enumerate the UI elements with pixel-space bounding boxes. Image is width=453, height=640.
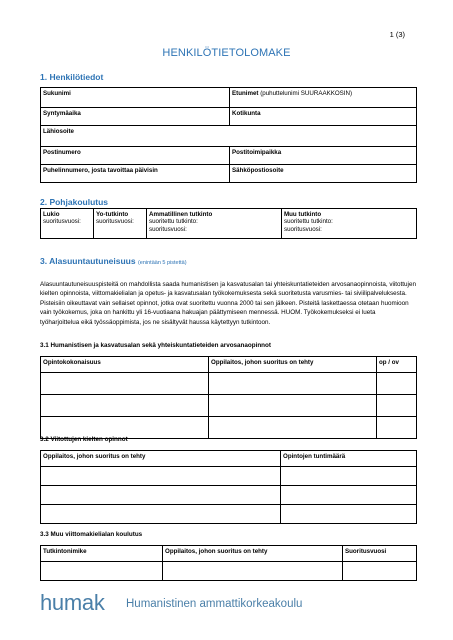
studies-table [40,356,417,439]
table-cell[interactable] [377,395,417,417]
table-row [41,467,417,486]
table-cell[interactable] [41,486,281,505]
table-cell[interactable] [41,395,209,417]
postal-code-field[interactable]: Postinumero [41,147,230,165]
sub31-heading: 3.1 Humanistisen ja kasvatusalan sekä yhteiskuntatieteiden arvosanaopinnot [40,342,271,349]
section3-heading-note: (enintään 5 pistettä) [137,260,187,266]
table-row [41,373,417,395]
humak-logo: humak [40,590,105,615]
street-address-field[interactable]: Lähiosoite [41,126,417,147]
page-number: 1 (3) [389,30,405,39]
sign-language-table [40,450,417,524]
sub33-heading: 3.3 Muu viittomakielialan koulutus [40,531,143,538]
col-credits: op / ov [377,357,417,373]
phone-field[interactable]: Puhelinnumero, josta tavoittaa päivisin [41,165,230,183]
table-cell[interactable] [281,505,417,524]
birthdate-field[interactable]: Syntymäaika [41,108,230,126]
education-table [40,208,417,239]
table-cell[interactable] [41,505,281,524]
col-institution: Oppilaitos, johon suoritus on tehty [163,546,343,562]
table-row [41,486,417,505]
col-completion-year: Suoritusvuosi [343,546,417,562]
table-cell[interactable] [377,373,417,395]
table-row [41,562,417,581]
table-cell[interactable] [281,467,417,486]
email-field[interactable]: Sähköpostiosoite [230,165,417,183]
table-cell[interactable] [343,562,417,581]
table-cell[interactable] [209,417,377,439]
personal-info-table [40,87,417,183]
section3-heading: 3. Alasuuntautuneisuus (enintään 5 pistettä) [40,256,187,266]
col-study-module: Opintokokonaisuus [41,357,209,373]
table-row [41,505,417,524]
other-training-table [40,545,417,581]
section3-paragraph: Alasuuntautuneisuuspisteitä on mahdollista saada humanistisen ja kasvatusalan tai yhteiskuntatieteiden arvosanaopinnoista, viitottujen kielten opinnoista, viittomakielialan ja opetus- ja kasvatusalan työkokemuksesta sekä suoritetusta varusmies- tai siviilipalveluksesta. Pisteisiin oikeuttavat vain sellaiset opinnot, jotka ovat suoritettu vuonna 2000 tai sen jälkeen. Pisteitä laskettaessa otetaan huomioon vain työkokemus, joka on hankittu yli 16-vuotiaana hakuajan päättymiseen mennessä. HUOM. Työkokemukseksi ei lueta työharjoittelua eikä työssäoppimista, jos ne sisältyvät haussa käytettyyn tutkintoon. [40,281,416,326]
vocational-degree-cell[interactable]: Ammatillinen tutkinto suoritettu tutkinto: suoritusvuosi: [147,209,282,239]
table-cell[interactable] [377,417,417,439]
col-institution: Oppilaitos, johon suoritus on tehty [41,451,281,467]
table-cell[interactable] [163,562,343,581]
other-degree-cell[interactable]: Muu tutkinto suoritettu tutkinto: suoritusvuosi: [282,209,417,239]
table-cell[interactable] [209,373,377,395]
municipality-field[interactable]: Kotikunta [230,108,417,126]
surname-field[interactable]: Sukunimi [41,88,230,108]
first-names-field[interactable]: Etunimet (puhuttelunimi SUURAAKKOSIN) [230,88,417,108]
section1-heading: 1. Henkilötiedot [40,72,104,82]
col-degree-title: Tutkintonimike [41,546,163,562]
table-cell[interactable] [281,486,417,505]
section2-heading: 2. Pohjakoulutus [40,197,109,207]
sub32-heading: 3.2 Viitottujen kielten opinnot [40,436,128,443]
yo-tutkinto-cell[interactable]: Yo-tutkinto suoritusvuosi: [94,209,147,239]
table-cell[interactable] [41,373,209,395]
post-office-field[interactable]: Postitoimipaikka [230,147,417,165]
footer-tagline: Humanistinen ammattikorkeakoulu [126,598,303,610]
col-hours: Opintojen tuntimäärä [281,451,417,467]
table-row [41,395,417,417]
table-cell[interactable] [41,562,163,581]
table-cell[interactable] [41,467,281,486]
lukio-cell[interactable]: Lukio suoritusvuosi: [41,209,94,239]
document-title: HENKILÖTIETOLOMAKE [162,47,291,59]
table-cell[interactable] [209,395,377,417]
col-institution: Oppilaitos, johon suoritus on tehty [209,357,377,373]
